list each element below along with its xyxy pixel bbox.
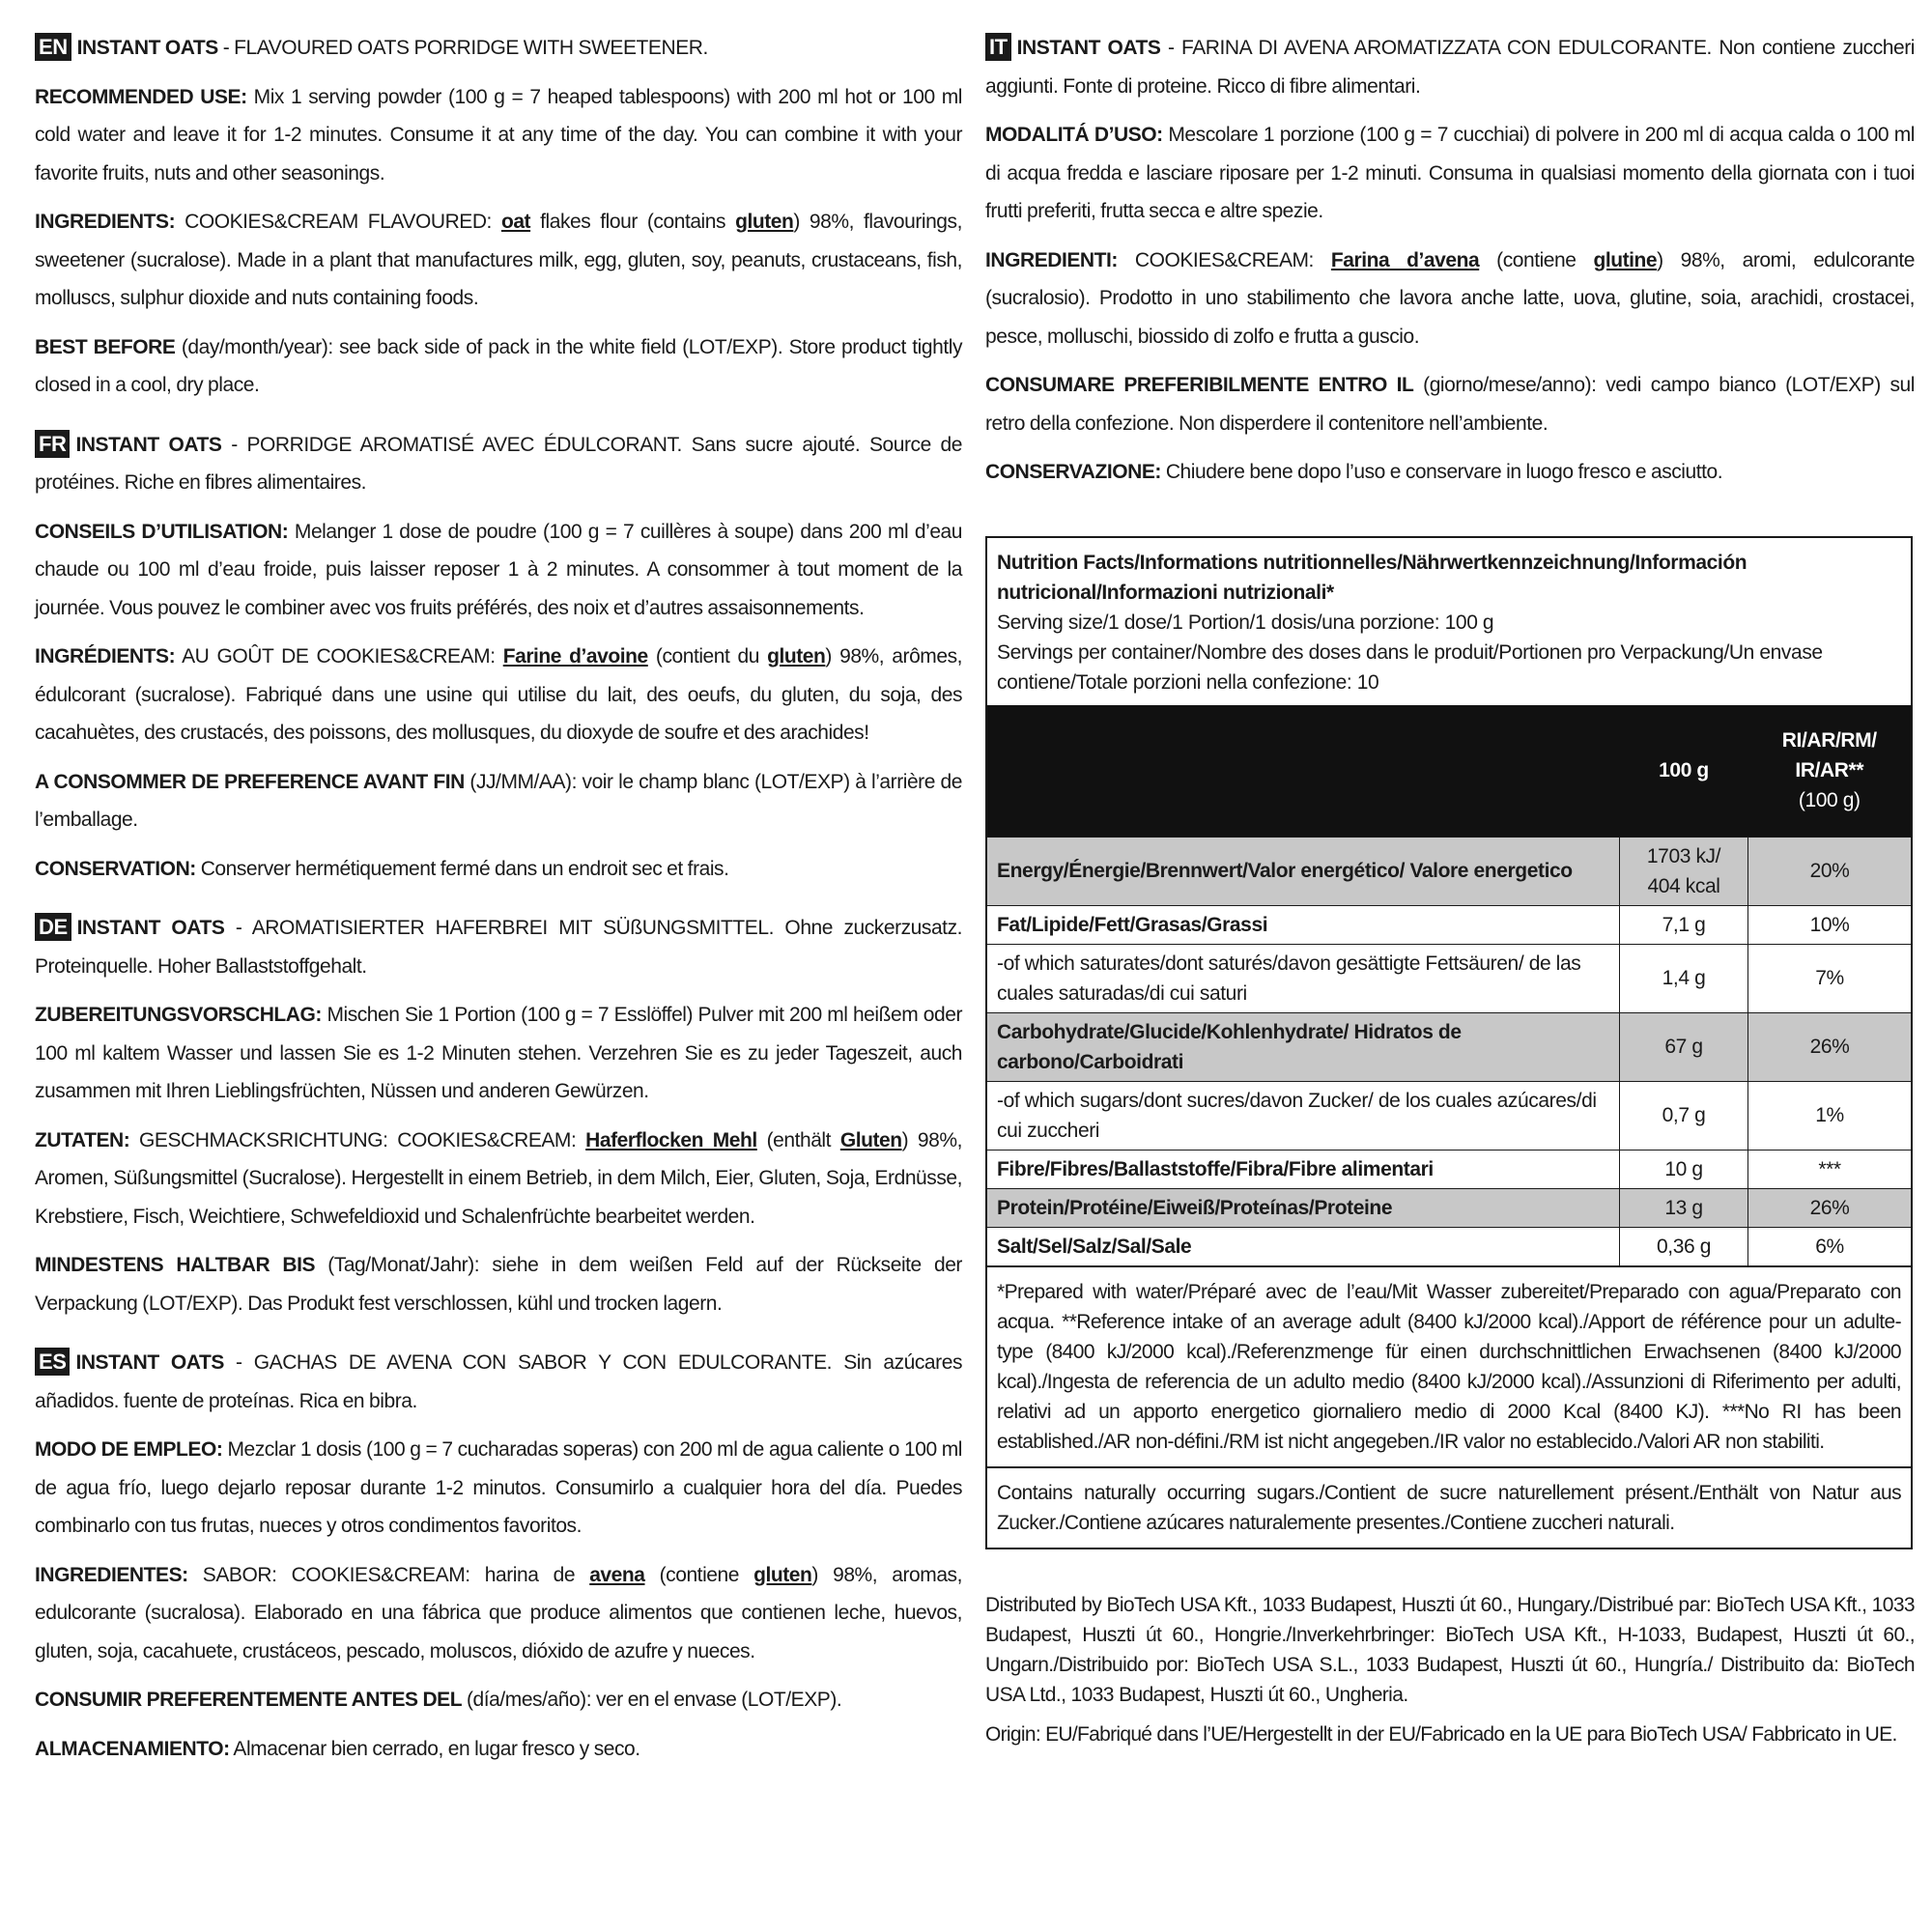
row-label: -of which sugars/dont sucres/davon Zucker/ de los cuales azúcares/di cui zuccheri — [987, 1081, 1620, 1150]
row-value: 0,36 g — [1620, 1227, 1748, 1265]
es-badge: ES — [35, 1348, 70, 1376]
it-badge: IT — [985, 33, 1011, 61]
de-use-label: ZUBEREITUNGSVORSCHLAG: — [35, 1004, 322, 1026]
es-allergen-gluten: gluten — [753, 1563, 812, 1586]
es-ing-text-1: SABOR: COOKIES&CREAM: harina de — [187, 1563, 590, 1586]
row-ri: 10% — [1748, 905, 1912, 944]
fr-allergen-oat: Farine d’avoine — [502, 645, 648, 668]
section-en — [35, 29, 962, 405]
row-ri: 7% — [1748, 944, 1912, 1012]
nutrition-row-fat — [987, 905, 1911, 944]
it-ingredients — [985, 242, 1915, 356]
serving-size: Serving size/1 dose/1 Portion/1 dosis/una porzione: 100 g — [997, 611, 1494, 634]
es-use-label: MODO DE EMPLEO: — [35, 1438, 223, 1461]
header-100g: 100 g — [1620, 705, 1748, 838]
en-title: INSTANT OATS — [76, 37, 218, 59]
it-allergen-gluten: glutine — [1593, 248, 1658, 271]
it-best-before — [985, 366, 1915, 442]
de-allergen-oat: Haferflocken Mehl — [585, 1128, 757, 1151]
de-bb-text: (Tag/Monat/Jahr): siehe in dem weißen Feld auf der Rückseite der Verpackung (LOT/EXP). Das Produkt fest verschlossen, kühl und trocken lagern. — [35, 1254, 962, 1315]
fr-ing-text-3: ) 98%, arômes, édulcorant (sucralose). Fabriqué dans une usine qui utilise du lait, des oeufs, du gluten, du soja, des cacahuètes, des crustacés, des poissons, des mollusques, du dioxyde de soufre et des arachides! — [35, 645, 963, 744]
en-use-text: Mix 1 serving powder (100 g = 7 heaped tablespoons) with 200 ml hot or 100 ml cold water and leave it for 1-2 minutes. Consume it at any time of the day. You can combine it with your favorite fruits, nuts and other seasonings. — [35, 85, 963, 185]
it-title-rest: - FARINA DI AVENA AROMATIZZATA CON EDULCORANTE. Non contiene zuccheri aggiunti. Fonte di proteine. Ricco di fibre alimentari. — [985, 37, 1915, 98]
header-ri-sub: (100 g) — [1798, 789, 1861, 811]
en-use — [35, 78, 962, 193]
nutrition-row-carbohydrate — [987, 1012, 1911, 1081]
fr-use-text: Melanger 1 dose de poudre (100 g = 7 cuillères à soupe) dans 200 ml d’eau chaude ou 100 ml d’eau froide, puis laisser reposer 1 à 2 minutes. A consommer à tout moment de la journée. Vous pouvez le combiner avec vos fruits préférés, des noix et d’autres assaisonnements. — [35, 520, 963, 619]
nutrition-row-protein — [987, 1188, 1911, 1227]
row-label: Salt/Sel/Salz/Sal/Sale — [987, 1227, 1620, 1265]
en-ing-text-1: COOKIES&CREAM FLAVOURED: — [175, 211, 501, 233]
en-ing-label: INGREDIENTS: — [35, 211, 176, 233]
nutrition-header — [987, 538, 1911, 705]
fr-allergen-gluten: gluten — [767, 645, 826, 668]
es-best-before — [35, 1681, 962, 1719]
row-ri: 20% — [1748, 837, 1912, 905]
row-ri: *** — [1748, 1150, 1912, 1188]
nutrition-column-header — [987, 705, 1911, 838]
it-use-label: MODALITÁ D’USO: — [985, 124, 1163, 146]
row-value: 0,7 g — [1620, 1081, 1748, 1150]
row-label: Protein/Protéine/Eiweiß/Proteínas/Proteine — [987, 1188, 1620, 1227]
de-ingredients — [35, 1122, 962, 1236]
it-ing-text-3: ) 98%, aromi, edulcorante (sucralosio). Prodotto in uno stabilimento che lavora anche latte, uova, glutine, soia, arachidi, crostacei, pesce, molluschi, biossido di zolfo e frutta a guscio. — [985, 248, 1915, 348]
fr-conservation — [35, 850, 962, 889]
fr-use — [35, 513, 962, 628]
nutrition-title: Nutrition Facts/Informations nutritionnelles/Nährwertkennzeichnung/Información nutricional/Informazioni nutrizionali* — [997, 551, 1747, 604]
row-label: Fat/Lipide/Fett/Grasas/Grassi — [987, 905, 1620, 944]
distributor-info: Distributed by BioTech USA Kft., 1033 Budapest, Huszti út 60., Hungary./Distribué par: BioTech USA Kft., 1033 Budapest, Huszti út 60., Hongrie./Inverkehrbringer: BioTech USA Kft., H-1033, Budapest, Huszti út 60., Ungarn./Distribuido por: BioTech USA S.L., 1033 Budapest, Huszti út 60., Hungría./ Distribuito da: BioTech USA Ltd., 1033 Budapest, Huszti út 60., Ungheria. — [985, 1593, 1915, 1706]
row-ri: 6% — [1748, 1227, 1912, 1265]
section-fr — [35, 426, 962, 889]
nutrition-facts-table — [985, 536, 1913, 1549]
header-nutrient — [987, 705, 1620, 838]
de-ing-text-3: ) 98%, Aromen, Süßungsmittel (Sucralose). Hergestellt in einem Betrieb, in dem Milch, Eier, Gluten, Soja, Erdnüsse, Krebstiere, Fisch, Weichtiere, Schwefeldioxid und Schalenfrüchte bearbeitet werden. — [35, 1128, 962, 1228]
es-use — [35, 1431, 962, 1546]
fr-ing-text-1: AU GOÛT DE COOKIES&CREAM: — [175, 645, 503, 668]
nutrition-grid — [987, 705, 1911, 1265]
en-best-before — [35, 328, 962, 405]
fr-title-line — [35, 426, 962, 502]
fr-ing-label: INGRÉDIENTS: — [35, 645, 176, 668]
de-ing-text-2: (enthält — [756, 1128, 840, 1151]
fr-use-label: CONSEILS D’UTILISATION: — [35, 520, 289, 543]
en-title-line — [35, 29, 962, 68]
fr-best-before — [35, 763, 962, 839]
es-allergen-oat: avena — [589, 1563, 645, 1586]
row-label: Fibre/Fibres/Ballaststoffe/Fibra/Fibre alimentari — [987, 1150, 1620, 1188]
row-value: 7,1 g — [1620, 905, 1748, 944]
nutrition-row-saturates — [987, 944, 1911, 1012]
row-value: 1703 kJ/ 404 kcal — [1620, 837, 1748, 905]
es-title: INSTANT OATS — [75, 1351, 224, 1374]
es-ing-text-2: (contiene — [644, 1563, 754, 1586]
en-allergen-oat: oat — [500, 211, 531, 233]
es-bb-label: CONSUMIR PREFERENTEMENTE ANTES DEL — [35, 1689, 463, 1711]
row-value: 1,4 g — [1620, 944, 1748, 1012]
de-title-rest: - AROMATISIERTER HAFERBREI MIT SÜßUNGSMITTEL. Ohne zuckerzusatz. Proteinquelle. Hoher Ballaststoffgehalt. — [35, 917, 962, 978]
servings-per-container: Servings per container/Nombre des doses dans le produit/Portionen pro Verpackung/Un envase contiene/Totale porzioni nella confezione: 10 — [997, 640, 1823, 694]
en-badge: EN — [35, 33, 71, 61]
nutrition-row-sugars — [987, 1081, 1911, 1150]
natural-sugars-note: Contains naturally occurring sugars./Contient de sucre naturellement présent./Enthält von Natur aus Zucker./Contiene azúcares naturalemente presentes./Contiene zuccheri naturali. — [987, 1466, 1911, 1548]
header-ri — [1748, 705, 1912, 838]
es-ing-text-3: ) 98%, aromas, edulcorante (sucralosa). Elaborado en una fábrica que produce alimentos que contienen leche, huevos, gluten, soja, cacahuete, crustáceos, pescado, moluscos, dióxido de azufre y nueces. — [35, 1563, 962, 1662]
it-title: INSTANT OATS — [1016, 37, 1161, 59]
row-ri: 1% — [1748, 1081, 1912, 1150]
row-label: Carbohydrate/Glucide/Kohlenhydrate/ Hidratos de carbono/Carboidrati — [987, 1012, 1620, 1081]
it-use — [985, 116, 1915, 231]
it-allergen-oat: Farina d’avena — [1330, 248, 1480, 271]
row-ri: 26% — [1748, 1188, 1912, 1227]
it-ing-label: INGREDIENTI: — [985, 248, 1118, 271]
fr-cons-label: CONSERVATION: — [35, 857, 196, 880]
es-cons-label: ALMACENAMIENTO: — [35, 1737, 230, 1760]
en-allergen-gluten: gluten — [735, 211, 794, 233]
fr-badge: FR — [35, 430, 70, 458]
fr-ing-text-2: (contient du — [647, 645, 768, 668]
section-it — [985, 29, 1915, 492]
row-label: -of which saturates/dont saturés/davon gesättigte Fettsäuren/ de las cuales saturadas/di cui saturi — [987, 944, 1620, 1012]
nutrition-row-fibre — [987, 1150, 1911, 1188]
de-title: INSTANT OATS — [76, 917, 225, 939]
es-use-text: Mezclar 1 dosis (100 g = 7 cucharadas soperas) con 200 ml de agua caliente o 100 ml de agua frío, luego dejarlo reposar durante 1-2 minutos. Consumirlo a cualquier hora del día. Puedes combinarlo con tus frutas, nueces y otros condimentos favoritos. — [35, 1438, 962, 1537]
fr-bb-text: (JJ/MM/AA): voir le champ blanc (LOT/EXP) à l’arrière de l’emballage. — [35, 770, 962, 831]
es-bb-text: (día/mes/año): ver en el envase (LOT/EXP). — [462, 1689, 842, 1711]
it-ing-text-2: (contiene — [1479, 248, 1594, 271]
row-value: 67 g — [1620, 1012, 1748, 1081]
section-es — [35, 1344, 962, 1768]
it-use-text: Mescolare 1 porzione (100 g = 7 cucchiai) di polvere in 200 ml di acqua calda o 100 ml di acqua fredda e lasciare riposare per 1-2 minuti. Consuma in qualsiasi momento della giornata con i tuoi frutti preferiti, frutta secca e altre spezie. — [985, 124, 1915, 222]
en-title-rest: - FLAVOURED OATS PORRIDGE WITH SWEETENER. — [217, 37, 708, 59]
fr-ingredients — [35, 638, 962, 753]
de-ing-label: ZUTATEN: — [35, 1128, 130, 1151]
it-cons-text: Chiudere bene dopo l’uso e conservare in luogo fresco e asciutto. — [1160, 461, 1723, 483]
es-title-line — [35, 1344, 962, 1420]
it-title-line — [985, 29, 1915, 105]
es-storage — [35, 1730, 962, 1769]
row-value: 13 g — [1620, 1188, 1748, 1227]
es-ing-label: INGREDIENTES: — [35, 1563, 188, 1586]
es-ingredients — [35, 1556, 962, 1671]
it-bb-text: (giorno/mese/anno): vedi campo bianco (LOT/EXP) sul retro della confezione. Non disperdere il contenitore nell’ambiente. — [985, 374, 1915, 435]
en-ing-text-3: ) 98%, flavourings, sweetener (sucralose). Made in a plant that manufactures milk, egg, gluten, soy, peanuts, crustaceans, fish, molluscs, sulphur dioxide and nuts containing foods. — [35, 211, 962, 309]
de-allergen-gluten: Gluten — [839, 1128, 902, 1151]
header-ri-label: RI/AR/RM/ IR/AR** — [1781, 729, 1877, 781]
fr-cons-text: Conserver hermétiquement fermé dans un endroit sec et frais. — [195, 857, 729, 880]
fr-title: INSTANT OATS — [75, 433, 222, 456]
left-column — [35, 29, 962, 1789]
de-best-before — [35, 1246, 962, 1322]
de-badge: DE — [35, 913, 71, 941]
en-ing-text-2: flakes flour (contains — [530, 211, 736, 233]
nutrition-row-salt — [987, 1227, 1911, 1265]
fr-bb-label: A CONSOMMER DE PREFERENCE AVANT FIN — [35, 770, 465, 793]
es-title-rest: - GACHAS DE AVENA CON SABOR Y CON EDULCORANTE. Sin azúcares añadidos. fuente de proteínas. Rica en bibra. — [35, 1351, 962, 1412]
de-title-line — [35, 909, 962, 985]
en-ingredients — [35, 203, 962, 318]
de-ing-text-1: GESCHMACKSRICHTUNG: COOKIES&CREAM: — [129, 1128, 586, 1151]
en-bb-label: BEST BEFORE — [35, 335, 176, 358]
row-label: Energy/Énergie/Brennwert/Valor energético/ Valore energetico — [987, 837, 1620, 905]
nutrition-row-energy — [987, 837, 1911, 905]
it-ing-text-1: COOKIES&CREAM: — [1117, 248, 1331, 271]
it-bb-label: CONSUMARE PREFERIBILMENTE ENTRO IL — [985, 374, 1414, 396]
it-cons-label: CONSERVAZIONE: — [985, 461, 1161, 483]
origin-info: Origin: EU/Fabriqué dans l’UE/Hergestellt in der EU/Fabricado en la UE para BioTech USA/ Fabbricato in UE. — [985, 1722, 1897, 1746]
de-use — [35, 996, 962, 1111]
de-bb-label: MINDESTENS HALTBAR BIS — [35, 1254, 316, 1276]
section-de — [35, 909, 962, 1322]
row-ri: 26% — [1748, 1012, 1912, 1081]
right-column — [985, 29, 1915, 1749]
en-bb-text: (day/month/year): see back side of pack in the white field (LOT/EXP). Store product tightly closed in a cool, dry place. — [35, 335, 962, 396]
fr-title-rest: - PORRIDGE AROMATISÉ AVEC ÉDULCORANT. Sans sucre ajouté. Source de protéines. Riche en fibres alimentaires. — [35, 433, 962, 494]
row-value: 10 g — [1620, 1150, 1748, 1188]
it-conservation — [985, 453, 1915, 492]
de-use-text: Mischen Sie 1 Portion (100 g = 7 Esslöffel) Pulver mit 200 ml heißem oder 100 ml kaltem Wasser und lassen Sie es 1-2 Minuten stehen. Verzehren Sie es zu jeder Tageszeit, auch zusammen mit Ihren Lieblingsfrüchten, Nüssen und anderen Gewürzen. — [35, 1004, 962, 1102]
nutrition-footnote: *Prepared with water/Préparé avec de l’eau/Mit Wasser zubereitet/Preparado con agua/Preparato con acqua. **Reference intake of an average adult (8400 kJ/2000 kcal)./Apport de référence pour un adulte-type (8400 kJ/2000 kcal)./Referenzmenge für einen durchschnittlichen Erwachsenen (8400 kJ/2000 kcal)./Ingesta de referencia de un adulto medio (8400 kJ/2000 kcal)./Assunzioni di Riferimento per adulti, relativi ad un apporto energetico giornaliero medio di 2000 Kcal (8400 KJ). ***No RI has been established./AR non-défini./RM ist nicht angegeben./IR valor no establecido./Valori AR non stabiliti. — [987, 1265, 1911, 1466]
es-cons-text: Almacenar bien cerrado, en lugar fresco y seco. — [229, 1737, 640, 1760]
en-use-label: RECOMMENDED USE: — [35, 85, 247, 108]
